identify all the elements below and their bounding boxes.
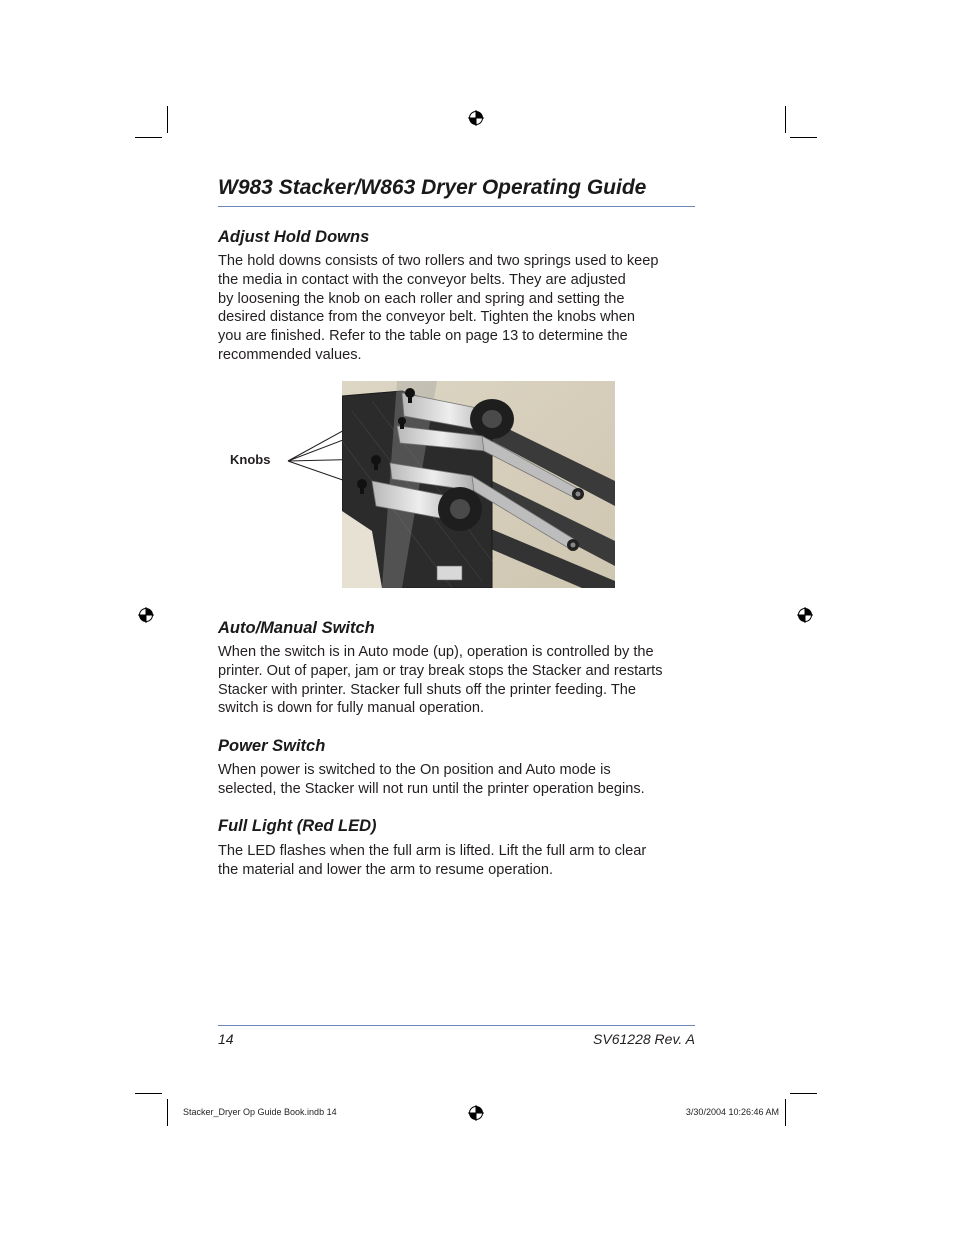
crop-mark bbox=[785, 106, 786, 133]
text-line: you are finished. Refer to the table on page 13 to determine the bbox=[218, 328, 628, 345]
section-heading-adjust-hold-downs: Adjust Hold Downs bbox=[218, 228, 370, 246]
crop-mark bbox=[167, 106, 168, 133]
registration-mark-icon bbox=[468, 1105, 484, 1121]
section-heading-power-switch: Power Switch bbox=[218, 737, 326, 755]
crop-mark bbox=[135, 1093, 162, 1094]
text-line: by loosening the knob on each roller and spring and setting the bbox=[218, 290, 625, 307]
crop-mark bbox=[790, 1093, 817, 1094]
text-line: Stacker with printer. Stacker full shuts off the printer feeding. The bbox=[218, 681, 637, 698]
page-title: W983 Stacker/W863 Dryer Operating Guide bbox=[218, 176, 647, 199]
registration-mark-icon bbox=[138, 607, 154, 623]
text-line: switch is down for fully manual operation. bbox=[218, 700, 485, 717]
section-body-adjust-hold-downs bbox=[218, 252, 698, 365]
section-body-power-switch bbox=[218, 761, 698, 799]
hold-downs-photo bbox=[342, 381, 615, 588]
section-heading-full-light: Full Light (Red LED) bbox=[218, 817, 377, 835]
knobs-callout-label: Knobs bbox=[230, 452, 271, 467]
text-line: The LED flashes when the full arm is lifted. Lift the full arm to clear bbox=[218, 843, 647, 859]
crop-mark bbox=[167, 1099, 168, 1126]
slug-timestamp: 3/30/2004 10:26:46 AM bbox=[685, 1107, 779, 1117]
text-line: When the switch is in Auto mode (up), operation is controlled by the bbox=[218, 644, 654, 660]
document-code: SV61228 Rev. A bbox=[593, 1031, 695, 1047]
header-rule bbox=[218, 206, 695, 207]
text-line: The hold downs consists of two rollers and two springs used to keep bbox=[218, 253, 659, 269]
page-number: 14 bbox=[218, 1031, 234, 1047]
crop-mark bbox=[135, 137, 162, 138]
crop-mark bbox=[790, 137, 817, 138]
section-body-full-light bbox=[218, 842, 698, 880]
text-line: the media in contact with the conveyor belts. They are adjusted bbox=[218, 271, 626, 288]
text-line: desired distance from the conveyor belt. Tighten the knobs when bbox=[218, 309, 635, 326]
text-line: the material and lower the arm to resume operation. bbox=[218, 861, 554, 878]
text-line: selected, the Stacker will not run until the printer operation begins. bbox=[218, 780, 645, 797]
section-heading-auto-manual-switch: Auto/Manual Switch bbox=[218, 619, 375, 637]
text-line: printer. Out of paper, jam or tray break stops the Stacker and restarts bbox=[218, 662, 663, 679]
text-line: When power is switched to the On position and Auto mode is bbox=[218, 762, 611, 778]
crop-mark bbox=[785, 1099, 786, 1126]
section-body-auto-manual-switch bbox=[218, 643, 698, 718]
text-line: recommended values. bbox=[218, 346, 362, 363]
registration-mark-icon bbox=[468, 110, 484, 126]
footer-rule bbox=[218, 1025, 695, 1026]
registration-mark-icon bbox=[797, 607, 813, 623]
slug-filename: Stacker_Dryer Op Guide Book.indb 14 bbox=[183, 1107, 337, 1117]
